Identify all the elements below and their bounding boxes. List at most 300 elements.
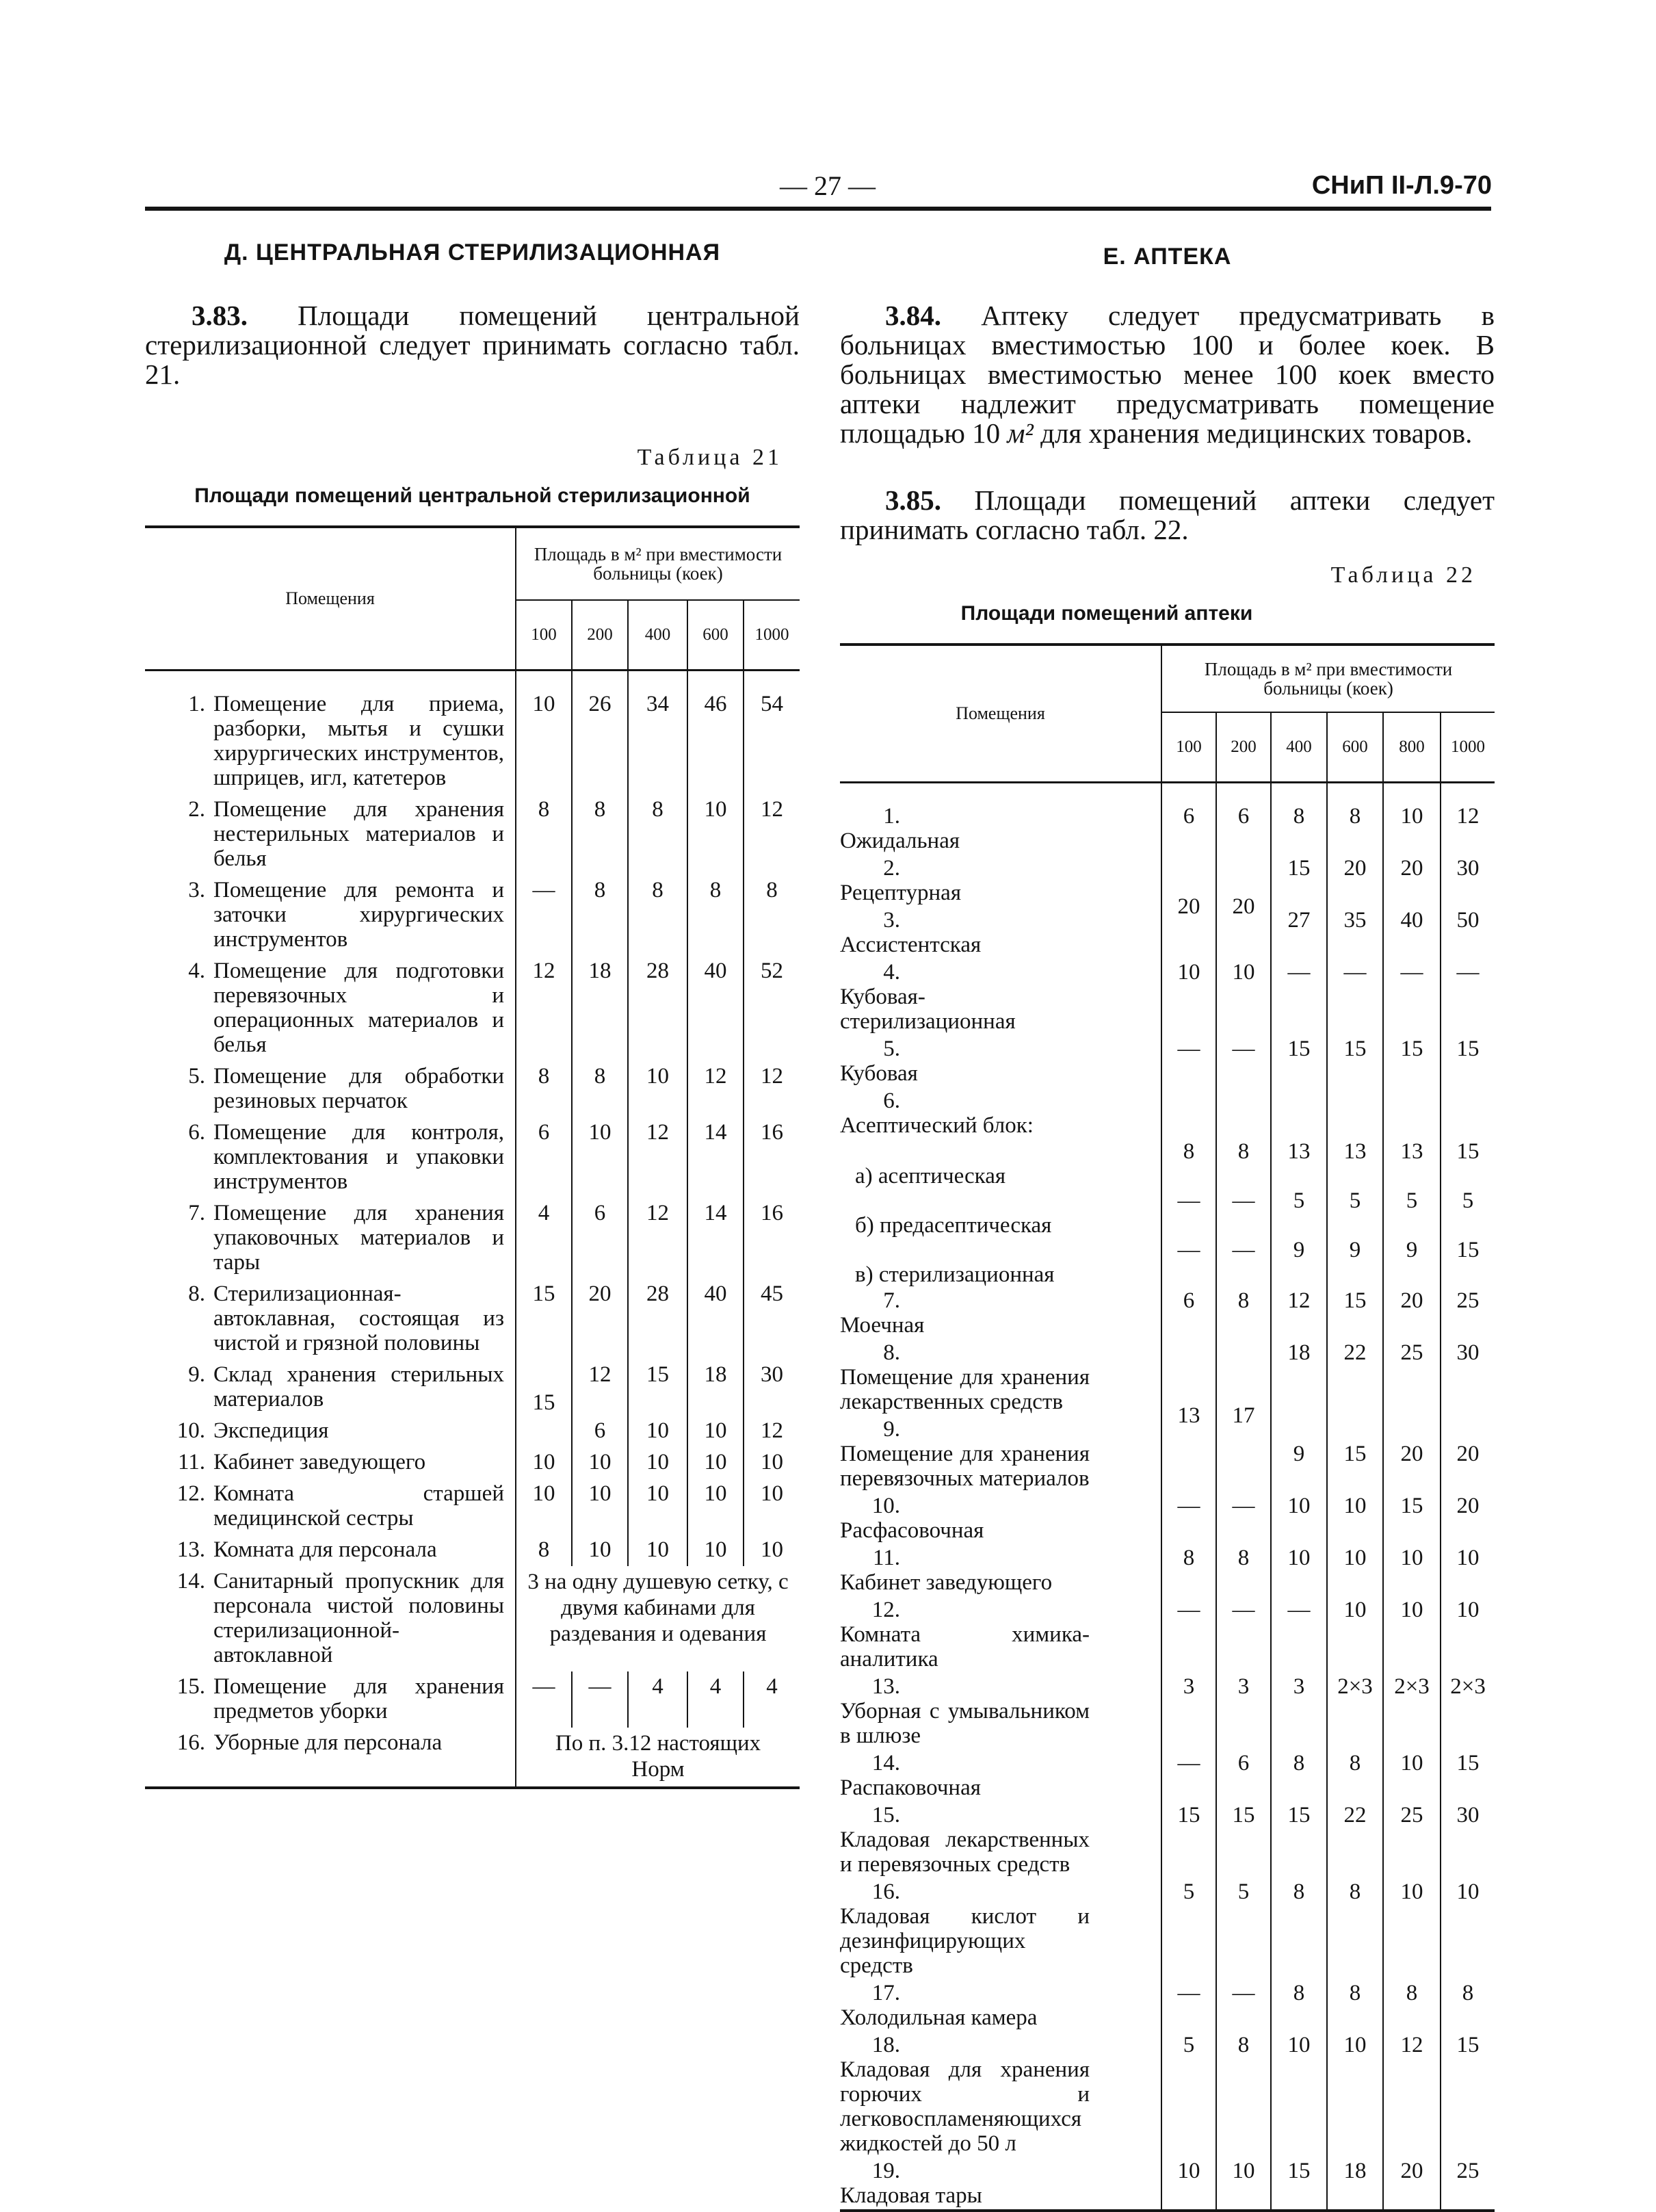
room-cell: [145, 1061, 516, 1117]
table-row: [840, 1287, 1495, 1339]
value-cell: 10: [687, 1479, 744, 1535]
value-cell: 6: [572, 1416, 628, 1447]
room-name: Помещение для обработки резиновых перчаток: [213, 1064, 504, 1113]
value-cell: 22: [1327, 1801, 1383, 1878]
row-number: 14.: [176, 1569, 205, 1593]
value-cell: 10: [516, 1447, 572, 1479]
room-name: Помещение для контроля, комплектования и упаковки инструментов: [213, 1120, 504, 1194]
value-cell: 5: [1441, 1188, 1495, 1238]
table-22-label: Таблица 22: [1330, 562, 1476, 588]
value-cell: 5: [1161, 1878, 1216, 1979]
table-row: [840, 2157, 1495, 2211]
value-cell: 15: [1271, 1801, 1327, 1878]
room-cell: [840, 1801, 1161, 1878]
note-cell: По п. 3.12 настоящих Норм: [516, 1728, 800, 1788]
value-cell: 6: [1216, 1749, 1271, 1801]
value-cell: 10: [1271, 1492, 1327, 1544]
row-number: 11.: [872, 1546, 900, 1570]
value-cell: 18: [1271, 1339, 1327, 1416]
value-cell: 16: [744, 1117, 800, 1198]
row-number: 1.: [188, 692, 205, 716]
room-name: Помещение для ремонта и заточки хирургических инструментов: [213, 878, 504, 952]
room-cell: [840, 1035, 1161, 1087]
value-cell: 2×3: [1441, 1673, 1495, 1749]
value-cell: —: [1327, 959, 1383, 1035]
value-cell: 9: [1327, 1238, 1383, 1287]
room-cell: [840, 1544, 1161, 1596]
value-cell: 10: [1383, 1749, 1441, 1801]
value-cell: [1216, 1087, 1271, 1139]
value-cell: 10: [1271, 2031, 1327, 2157]
value-cell: 8: [1216, 1544, 1271, 1596]
value-cell: 10: [687, 794, 744, 875]
value-cell: 10: [628, 1479, 687, 1535]
room-name: Кладовая тары: [840, 2183, 982, 2208]
value-cell: [1161, 1087, 1216, 1139]
room-name: Кубовая-стерилизационная: [840, 985, 1016, 1034]
table-row: [145, 671, 800, 795]
value-cell: [1271, 1087, 1327, 1139]
row-number: 12.: [176, 1481, 205, 1506]
value-cell: 15: [1441, 1139, 1495, 1188]
header-rule: [145, 207, 1491, 211]
table-21-label: Таблица 21: [637, 445, 783, 470]
value-cell: 12: [744, 1061, 800, 1117]
value-cell: 9: [1271, 1238, 1327, 1287]
room-name: Помещение для приема, разборки, мытья и сушки хирургических инструментов, шприцев, игл, катетеров: [213, 692, 504, 790]
value-cell: 3: [1216, 1673, 1271, 1749]
value-cell: 16: [744, 1198, 800, 1279]
room-cell: [840, 1087, 1161, 1139]
capacity-header: 1000: [744, 600, 800, 671]
value-cell: 30: [1441, 1801, 1495, 1878]
value-cell: 8: [1441, 1979, 1495, 2031]
table-row: [145, 1359, 800, 1416]
value-cell: 15: [516, 1359, 572, 1447]
room-name: Расфасовочная: [840, 1518, 984, 1543]
row-number: 8.: [188, 1281, 205, 1306]
capacity-header: 600: [687, 600, 744, 671]
room-name: Экспедиция: [213, 1418, 329, 1443]
value-cell: 8: [1271, 783, 1327, 855]
table-row: [840, 1801, 1495, 1878]
value-cell: 40: [687, 1279, 744, 1359]
value-cell: 10: [687, 1416, 744, 1447]
column-header-area: Площадь в м² при вместимости больницы (коек): [516, 527, 800, 600]
value-cell: 8: [1216, 1287, 1271, 1339]
value-cell: 12: [628, 1198, 687, 1279]
room-cell: [145, 1671, 516, 1728]
row-number: 6.: [883, 1089, 900, 1113]
table-row: [840, 1035, 1495, 1087]
room-name: Уборные для персонала: [213, 1730, 443, 1755]
value-cell: 10: [1216, 959, 1271, 1035]
value-cell: 25: [1383, 1801, 1441, 1878]
value-cell: 15: [1441, 2031, 1495, 2157]
value-cell: 8: [1161, 1139, 1216, 1188]
row-number: 5.: [883, 1037, 900, 1061]
value-cell: 10: [572, 1535, 628, 1566]
value-cell: 13: [1161, 1339, 1216, 1492]
room-name: Моечная: [840, 1313, 925, 1338]
table-row: [145, 1671, 800, 1728]
value-cell: 10: [1161, 2157, 1216, 2211]
value-cell: 8: [628, 875, 687, 956]
table-row: [840, 1596, 1495, 1673]
section-e-heading: Е. АПТЕКА: [1103, 244, 1232, 270]
value-cell: 12: [744, 794, 800, 875]
value-cell: 10: [744, 1479, 800, 1535]
value-cell: —: [1161, 1238, 1216, 1287]
value-cell: —: [1216, 1596, 1271, 1673]
value-cell: 10: [1327, 2031, 1383, 2157]
row-number: 12.: [871, 1598, 900, 1622]
room-cell: [145, 794, 516, 875]
row-number: 14.: [871, 1751, 900, 1775]
value-cell: 10: [516, 1479, 572, 1535]
value-cell: 8: [1271, 1979, 1327, 2031]
value-cell: 28: [628, 956, 687, 1061]
value-cell: 15: [1271, 2157, 1327, 2211]
table-21-body: [145, 671, 800, 1788]
value-cell: 3: [1161, 1673, 1216, 1749]
row-number: 11.: [177, 1450, 205, 1474]
table-row: [145, 1061, 800, 1117]
row-number: 9.: [883, 1417, 900, 1442]
paragraph-text: Аптеку следует предусматривать в больницах вместимостью 100 и более коек. В больницах вместимостью менее 100 коек вместо аптеки надлежит предусматривать помещение площадью 10: [840, 300, 1495, 449]
value-cell: 8: [1216, 2031, 1271, 2157]
unit: м²: [1007, 417, 1034, 449]
room-name: Кладовая лекарственных и перевязочных средств: [840, 1827, 1090, 1877]
value-cell: 4: [744, 1671, 800, 1728]
value-cell: 5: [1383, 1188, 1441, 1238]
table-row: [145, 1447, 800, 1479]
value-cell: 10: [1441, 1596, 1495, 1673]
value-cell: 14: [687, 1198, 744, 1279]
value-cell: 10: [516, 671, 572, 795]
value-cell: 52: [744, 956, 800, 1061]
value-cell: —: [1161, 1188, 1216, 1238]
value-cell: 15: [1441, 1749, 1495, 1801]
room-name: Комната для персонала: [213, 1537, 437, 1562]
room-name: в) стерилизационная: [855, 1262, 1055, 1287]
value-cell: 15: [1441, 1035, 1495, 1087]
room-name: Кладовая кислот и дезинфицирующих средств: [840, 1904, 1090, 1978]
room-cell: [145, 1447, 516, 1479]
value-cell: 10: [1441, 1544, 1495, 1596]
room-cell: [840, 855, 1161, 907]
value-cell: 8: [1161, 1544, 1216, 1596]
row-number: 10.: [871, 1494, 900, 1518]
row-number: 3.: [883, 908, 900, 933]
value-cell: 8: [1327, 1878, 1383, 1979]
row-number: 16.: [871, 1879, 900, 1904]
room-cell: [145, 1359, 516, 1416]
table-row: [840, 1339, 1495, 1416]
room-cell: [840, 1673, 1161, 1749]
value-cell: 10: [1383, 1878, 1441, 1979]
room-cell: [840, 1416, 1161, 1492]
value-cell: —: [1441, 959, 1495, 1035]
room-cell: [840, 907, 1161, 959]
paragraph-number: 3.84.: [885, 300, 941, 331]
room-name: Комната старшей медицинской сестры: [213, 1481, 504, 1531]
room-name: Уборная с умывальником в шлюзе: [840, 1699, 1090, 1748]
room-name: Санитарный пропускник для персонала чистой половины стерилизационной-автоклавной: [213, 1569, 504, 1667]
room-name: Кладовая для хранения горючих и легковоспламеняющихся жидкостей до 50 л: [840, 2057, 1090, 2156]
paragraph-3-83: [145, 301, 800, 389]
value-cell: 3: [1271, 1673, 1327, 1749]
column-header-area: Площадь в м² при вместимости больницы (коек): [1161, 645, 1495, 712]
row-number: 4.: [883, 960, 900, 985]
value-cell: —: [1216, 1188, 1271, 1238]
room-name: Ожидальная: [840, 829, 960, 853]
value-cell: 25: [1441, 2157, 1495, 2211]
value-cell: 10: [1271, 1544, 1327, 1596]
row-number: 19.: [871, 2159, 900, 2183]
value-cell: 9: [1271, 1416, 1327, 1492]
table-22-caption: Площади помещений аптеки: [960, 602, 1253, 625]
value-cell: 8: [687, 875, 744, 956]
value-cell: 8: [572, 1061, 628, 1117]
value-cell: 30: [744, 1359, 800, 1416]
value-cell: 6: [1216, 783, 1271, 855]
value-cell: 50: [1441, 907, 1495, 959]
value-cell: 20: [1383, 1416, 1441, 1492]
row-number: 5.: [188, 1064, 205, 1089]
value-cell: 45: [744, 1279, 800, 1359]
table-row: [145, 1728, 800, 1788]
room-name: Распаковочная: [840, 1775, 981, 1800]
value-cell: 8: [1327, 1979, 1383, 2031]
table-22-body: [840, 783, 1495, 2211]
page-number: — 27 —: [780, 170, 876, 201]
table-row: [145, 1279, 800, 1359]
value-cell: 40: [1383, 907, 1441, 959]
value-cell: —: [516, 1671, 572, 1728]
room-cell: [840, 1878, 1161, 1979]
room-name: Помещение для хранения упаковочных материалов и тары: [213, 1201, 504, 1275]
table-row: [840, 855, 1495, 907]
value-cell: 20: [572, 1279, 628, 1359]
table-21-caption: Площади помещений центральной стерилизационной: [194, 484, 750, 507]
value-cell: 12: [516, 956, 572, 1061]
value-cell: 40: [687, 956, 744, 1061]
value-cell: —: [1271, 959, 1327, 1035]
value-cell: 17: [1216, 1339, 1271, 1492]
row-number: 7.: [883, 1288, 900, 1313]
row-number: 15.: [871, 1803, 900, 1827]
value-cell: 10: [1441, 1878, 1495, 1979]
table-row: [145, 1479, 800, 1535]
value-cell: 15: [1327, 1287, 1383, 1339]
value-cell: 22: [1327, 1339, 1383, 1416]
room-cell: [840, 1596, 1161, 1673]
value-cell: —: [1271, 1596, 1327, 1673]
row-number: 10.: [176, 1418, 205, 1443]
value-cell: 8: [1271, 1878, 1327, 1979]
value-cell: 8: [516, 1535, 572, 1566]
value-cell: 10: [744, 1535, 800, 1566]
value-cell: 12: [687, 1061, 744, 1117]
value-cell: 10: [1383, 1544, 1441, 1596]
value-cell: 35: [1327, 907, 1383, 959]
room-cell: [840, 1492, 1161, 1544]
value-cell: 13: [1271, 1139, 1327, 1188]
value-cell: 6: [572, 1198, 628, 1279]
value-cell: 12: [1383, 2031, 1441, 2157]
table-row: [145, 1117, 800, 1198]
table-row: [840, 1238, 1495, 1287]
value-cell: 10: [572, 1479, 628, 1535]
table-row: [840, 783, 1495, 855]
value-cell: 15: [1383, 1492, 1441, 1544]
room-name: Помещение для хранения нестерильных материалов и белья: [213, 797, 504, 871]
room-name: б) предасептическая: [855, 1213, 1052, 1238]
value-cell: —: [1161, 1749, 1216, 1801]
room-cell: [840, 1979, 1161, 2031]
value-cell: 25: [1383, 1339, 1441, 1416]
room-cell: [840, 959, 1161, 1035]
paragraph-text: Площади помещений аптеки следует принимать согласно табл. 22.: [840, 484, 1495, 545]
paragraph-number: 3.83.: [192, 300, 248, 331]
column-header-rooms: Помещения: [145, 527, 516, 671]
value-cell: 13: [1327, 1139, 1383, 1188]
value-cell: 12: [1271, 1287, 1327, 1339]
value-cell: 15: [1216, 1801, 1271, 1878]
value-cell: 20: [1383, 2157, 1441, 2211]
value-cell: 8: [744, 875, 800, 956]
document-code: СНиП II-Л.9-70: [1311, 171, 1492, 200]
room-name: Помещение для подготовки перевязочных и операционных материалов и белья: [213, 959, 504, 1057]
capacity-header: 800: [1383, 712, 1441, 783]
value-cell: 10: [687, 1535, 744, 1566]
value-cell: 5: [1327, 1188, 1383, 1238]
table-21: [145, 525, 800, 1789]
value-cell: 30: [1441, 855, 1495, 907]
value-cell: 2×3: [1383, 1673, 1441, 1749]
paragraph-text: для хранения медицинских товаров.: [1033, 417, 1473, 449]
value-cell: 10: [1216, 2157, 1271, 2211]
value-cell: 15: [1327, 1416, 1383, 1492]
room-cell: [840, 1139, 1161, 1188]
table-row: [145, 956, 800, 1061]
value-cell: 8: [516, 794, 572, 875]
paragraph-number: 3.85.: [885, 484, 941, 516]
value-cell: 20: [1161, 855, 1216, 959]
room-cell: [840, 1339, 1161, 1416]
value-cell: 54: [744, 671, 800, 795]
row-number: 2.: [188, 797, 205, 822]
value-cell: 15: [1383, 1035, 1441, 1087]
row-number: 17.: [871, 1981, 900, 2005]
row-number: 15.: [176, 1674, 205, 1699]
row-number: 8.: [883, 1340, 900, 1365]
value-cell: 46: [687, 671, 744, 795]
value-cell: 12: [628, 1117, 687, 1198]
room-name: Кубовая: [840, 1061, 918, 1086]
table-row: [840, 959, 1495, 1035]
value-cell: —: [516, 875, 572, 956]
room-name: Помещение для хранения предметов уборки: [213, 1674, 504, 1723]
capacity-header: 400: [1271, 712, 1327, 783]
room-name: Склад хранения стерильных материалов: [213, 1362, 504, 1411]
capacity-header: 1000: [1441, 712, 1495, 783]
value-cell: [1441, 1087, 1495, 1139]
value-cell: 18: [1327, 2157, 1383, 2211]
table-row: [840, 1878, 1495, 1979]
value-cell: —: [1216, 1492, 1271, 1544]
value-cell: 8: [1383, 1979, 1441, 2031]
value-cell: 10: [1161, 959, 1216, 1035]
room-cell: [840, 1749, 1161, 1801]
row-number: 13.: [871, 1674, 900, 1699]
value-cell: 8: [1216, 1139, 1271, 1188]
value-cell: 14: [687, 1117, 744, 1198]
table-row: [840, 1979, 1495, 2031]
value-cell: 20: [1441, 1416, 1495, 1492]
room-cell: [145, 671, 516, 795]
value-cell: 9: [1383, 1238, 1441, 1287]
paragraph-text: Площади помещений центральной стерилизационной следует принимать согласно табл. 21.: [145, 300, 800, 390]
table-22: [840, 643, 1495, 2212]
room-cell: [840, 783, 1161, 855]
value-cell: 5: [1161, 2031, 1216, 2157]
row-number: 18.: [871, 2033, 900, 2057]
value-cell: —: [1161, 1492, 1216, 1544]
value-cell: 20: [1327, 855, 1383, 907]
value-cell: 15: [628, 1359, 687, 1416]
capacity-header: 600: [1327, 712, 1383, 783]
value-cell: 26: [572, 671, 628, 795]
room-cell: [840, 2157, 1161, 2211]
value-cell: 10: [1327, 1544, 1383, 1596]
value-cell: 10: [572, 1117, 628, 1198]
value-cell: 6: [516, 1117, 572, 1198]
table-row: [145, 1416, 800, 1447]
room-name: Стерилизационная-автоклавная, состоящая из чистой и грязной половины: [213, 1281, 504, 1355]
value-cell: 4: [687, 1671, 744, 1728]
value-cell: 10: [628, 1061, 687, 1117]
value-cell: 8: [572, 794, 628, 875]
table-row: [145, 875, 800, 956]
value-cell: 12: [1441, 783, 1495, 855]
value-cell: 15: [1441, 1238, 1495, 1287]
value-cell: —: [1161, 1035, 1216, 1087]
value-cell: 8: [628, 794, 687, 875]
value-cell: 8: [1327, 783, 1383, 855]
value-cell: —: [1216, 1035, 1271, 1087]
row-number: 7.: [188, 1201, 205, 1225]
row-number: 6.: [188, 1120, 205, 1145]
capacity-header: 400: [628, 600, 687, 671]
column-header-rooms: Помещения: [840, 645, 1161, 783]
room-cell: [145, 1479, 516, 1535]
table-row: [840, 1749, 1495, 1801]
table-row: [840, 1188, 1495, 1238]
value-cell: 20: [1441, 1492, 1495, 1544]
value-cell: 8: [1327, 1749, 1383, 1801]
value-cell: 12: [572, 1359, 628, 1416]
value-cell: 20: [1216, 855, 1271, 959]
value-cell: 2×3: [1327, 1673, 1383, 1749]
value-cell: 5: [1271, 1188, 1327, 1238]
room-cell: [840, 2031, 1161, 2157]
value-cell: 30: [1441, 1339, 1495, 1416]
room-cell: [145, 1416, 516, 1447]
value-cell: 20: [1383, 855, 1441, 907]
capacity-header: 100: [1161, 712, 1216, 783]
